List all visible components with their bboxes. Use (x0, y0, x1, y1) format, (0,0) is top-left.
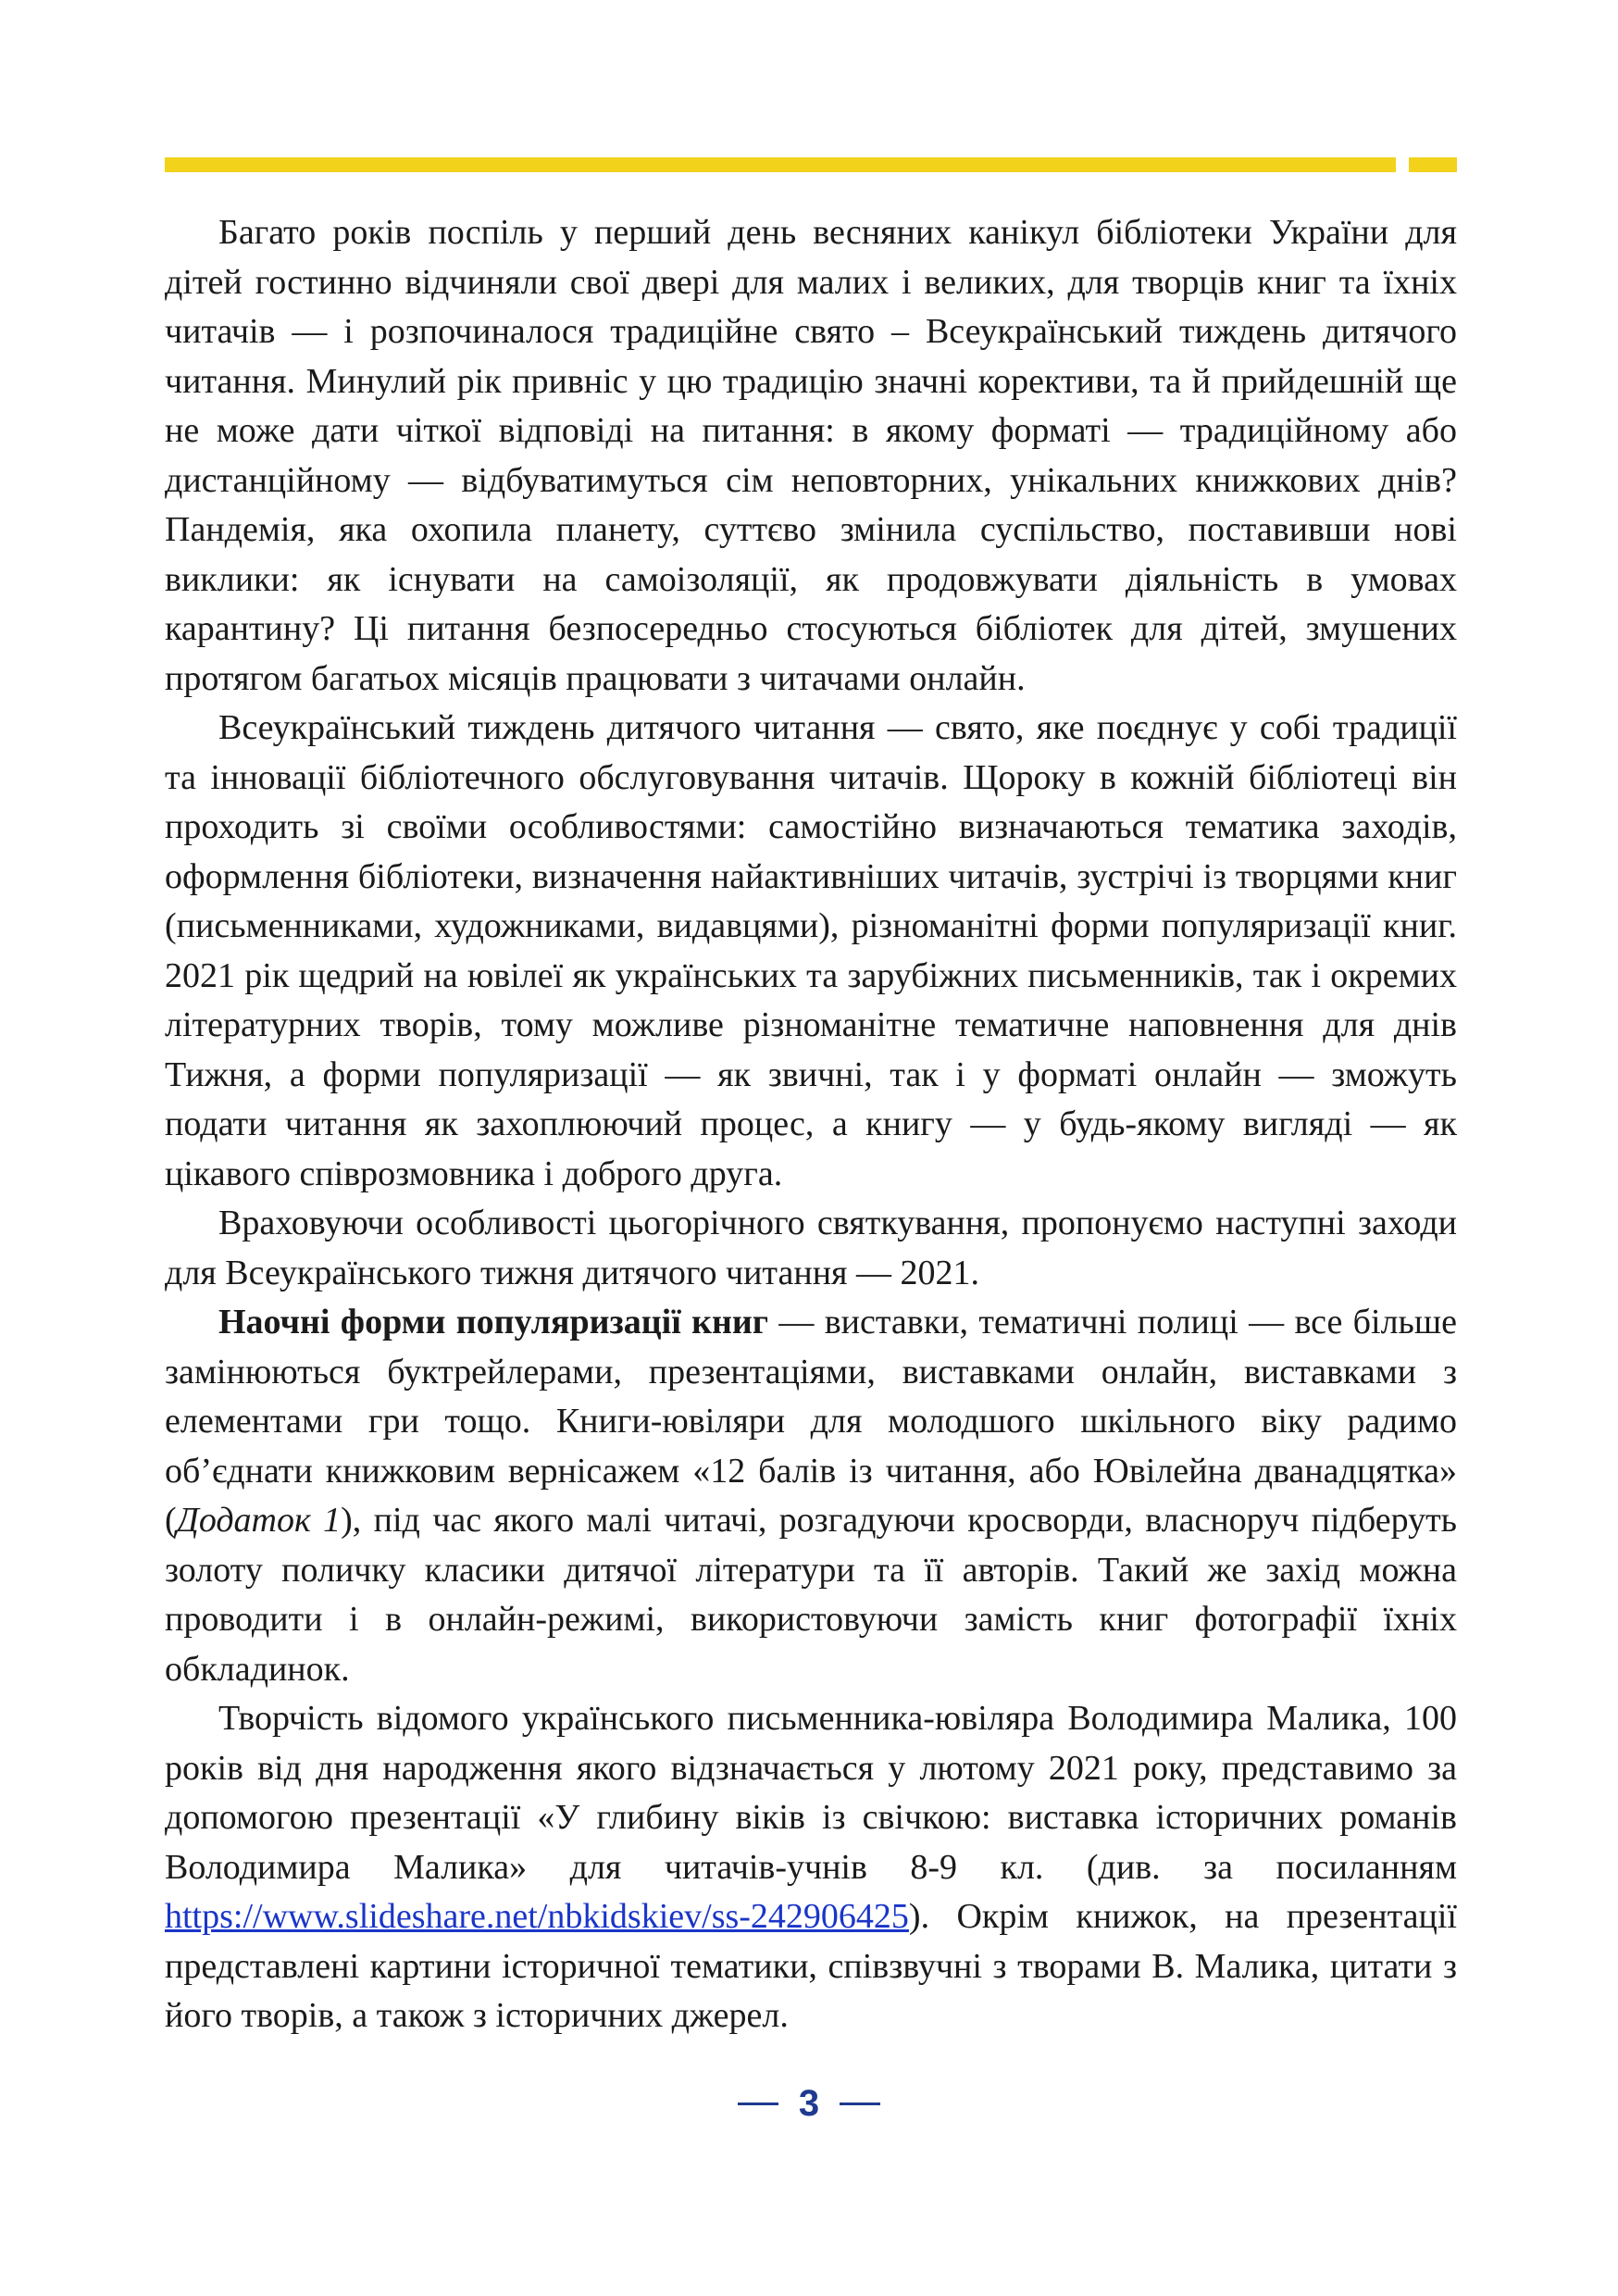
paragraph-1: Багато років поспіль у перший день весняних канікул бібліотеки України для дітей гостинно відчиняли свої двері для малих і великих, для творців книг та їхніх читачів — і розпочиналося традиційне свято – Всеукраїнський тиждень дитячого читання. Минулий рік привніс у цю традицію значні корективи, та й прийдешній ще не може дати чіткої відповіді на питання: в якому форматі — традиційному або дистанційному — відбуватимуться сім неповторних, унікальних книжкових днів? Пандемія, яка охопила планету, суттєво змінила суспільство, поставивши нові виклики: як існувати на самоізоляції, як продовжувати діяльність в умовах карантину? Ці питання безпосередньо стосуються бібліотек для дітей, змушених протягом багатьох місяців працювати з читачами онлайн. (165, 213, 1457, 698)
slideshare-link[interactable]: https://www.slideshare.net/nbkidskiev/ss-242906425 (165, 1897, 909, 1936)
top-yellow-rule (165, 157, 1396, 172)
paragraph-5-text-1: Творчість відомого українського письменника-ювіляра Володимира Малика, 100 років від дня народження якого відзначається у лютому 2021 року, представимо за допомогою презентації «У глибину віків із свічкою: виставка історичних романів Володимира Малика» для читачів-учнів 8-9 кл. (див. за посиланням (165, 1699, 1457, 1887)
footer-dash-right (840, 2103, 880, 2105)
paragraph-3: Враховуючи особливості цьогорічного святкування, пропонуємо наступні заходи для Всеукраїнського тижня дитячого читання — 2021. (165, 1204, 1457, 1292)
appendix-reference: Додаток 1 (176, 1501, 342, 1540)
paragraph-4 (165, 1298, 1457, 1694)
top-yellow-rule-tail (1409, 157, 1457, 172)
paragraph-4-text-2: ), під час якого малі читачі, розгадуючи кросворди, власноруч підберуть золоту поличку класики дитячої літератури та її авторів. Такий же захід можна проводити і в онлайн-режимі, використовуючи замість книг фотографії їхніх обкладинок. (165, 1501, 1458, 1689)
paragraph-4-bold-lead: Наочні форми популяризації книг (218, 1303, 769, 1341)
footer-dash-left (738, 2103, 778, 2105)
page-footer (0, 2085, 1618, 2122)
page-body (165, 208, 1457, 2041)
paragraph-5 (165, 1694, 1457, 2041)
paragraph-5-text-2: ). Окрім книжок, на презентації представлені картини історичної тематики, співзвучні з творами В. Малика, цитати з його творів, а також з історичних джерел. (165, 1897, 1457, 2035)
paragraph-2: Всеукраїнський тиждень дитячого читання — свято, яке поєднує у собі традиції та інновації бібліотечного обслуговування читачів. Щороку в кожній бібліотеці він проходить зі своїми особливостями: самостійно визначаються тематика заходів, оформлення бібліотеки, визначення найактивніших читачів, зустрічі із творцями книг (письменниками, художниками, видавцями), різноманітні форми популяризації книг. 2021 рік щедрий на ювілеї як українських та зарубіжних письменників, так і окремих літературних творів, тому можливе різноманітне тематичне наповнення для днів Тижня, а форми популяризації — як звичні, так і у форматі онлайн — зможуть подати читання як захоплюючий процес, а книгу — у будь-якому вигляді — як цікавого співрозмовника і доброго друга. (165, 708, 1457, 1193)
paragraph-4-text-1: — виставки, тематичні полиці — все більше замінюються буктрейлерами, презентаціями, виставками онлайн, виставками з елементами гри тощо. Книги-ювіляри для молодшого шкільного віку радимо об’єднати книжковим вернісажем «12 балів із читання, або Ювілейна дванадцятка» ( (165, 1303, 1457, 1540)
page-number: 3 (798, 2083, 820, 2124)
